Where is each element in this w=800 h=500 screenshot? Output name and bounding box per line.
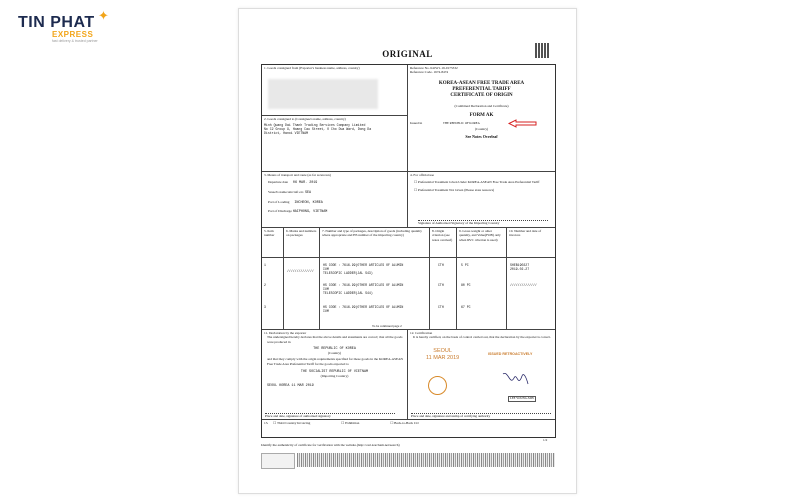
box-declaration <box>262 330 408 420</box>
box-consignee <box>262 116 408 172</box>
cert-officer-name: LEE YOUNG-MIN <box>510 396 534 400</box>
box3-label: 3. Means of transport and route (as far as known) <box>264 173 331 177</box>
see-notes: See Notes Overleaf <box>465 133 498 139</box>
declaration-text-2: and that they comply with the origin requirements specified for these goods in the KOREA-ASEAN Free Trade Area Preferential Tariff for the goods exported to <box>267 357 403 366</box>
declaration-country: THE REPUBLIC OF KOREA <box>313 346 356 351</box>
exporter-redacted <box>268 79 378 109</box>
certification-signature-label: Place and date, signature and stamp of certifying authority <box>411 413 551 418</box>
item-3-qty: 67 PC <box>461 305 471 309</box>
item-1-marks: ////////////// <box>287 269 314 273</box>
security-strip <box>297 453 555 467</box>
declaration-signature-label: Place and date, signature of authorised signatory <box>265 413 395 418</box>
loading-label: Port of Loading <box>268 199 290 204</box>
issued-retroactively: ISSUED RETROACTIVELY <box>488 352 533 356</box>
item-1-desc: HS CODE : 7616.99(OTHER ARTICLES OF ALUMIN IUM TELESCOPIC LADDER(JAL S43) <box>323 263 404 275</box>
signature-icon <box>500 368 530 392</box>
certification-text: It is hereby certified, on the basis of control carried out, that the declaration by the exporter is correct. <box>413 335 551 340</box>
item-2-origin: CTH <box>438 283 444 287</box>
checkbox-back-to-back: ☐ <box>390 421 394 425</box>
col-quantity: 9. Gross weight or other quantity, and Value(FOB) only when RVC criterion is used) <box>457 228 507 258</box>
loading-port: INCHEON, KOREA <box>294 200 323 205</box>
box13-label: 13. <box>264 421 269 425</box>
certificate-form <box>261 64 556 438</box>
official-option-1: Preferential Treatment Given Under KOREA-ASEAN Free Trade Area Preferential Tariff <box>417 180 540 185</box>
cert-title-2: PREFERENTIAL TARIFF <box>452 86 511 92</box>
col-item-number: 5. Item number <box>262 228 284 258</box>
box4-label: 4. For official use <box>410 173 435 177</box>
logo-sub: EXPRESS <box>52 30 94 39</box>
cert-city: SEOUL <box>433 348 452 354</box>
page-number: 1/2 <box>543 438 548 442</box>
box-options <box>262 420 555 437</box>
logo-star-icon: ✦ <box>98 8 109 23</box>
box2-label: 2. Goods consigned to (Consignee's name, address, country) <box>264 117 346 121</box>
declaration-importing: THE SOCIALIST REPUBLIC OF VIETNAM <box>300 369 369 374</box>
box-cert-header <box>408 65 555 172</box>
item-1-origin: CTH <box>438 263 444 267</box>
declaration-text-1: The undersigned hereby declares that the above details and statements are correct; that all the goods were produced in <box>267 335 403 344</box>
page-title: ORIGINAL <box>382 49 433 59</box>
item-3-origin: CTH <box>438 305 444 309</box>
item-2-qty: 80 PC <box>461 283 471 287</box>
combined-label: (Combined Declaration and Certificate) <box>454 104 509 109</box>
issued-country: THE REPUBLIC OF KOREA <box>443 120 480 125</box>
declaration-importing-label: (Importing Country) <box>320 374 349 378</box>
vessel-value: SEA <box>304 190 312 195</box>
box-certification <box>408 330 555 420</box>
official-seal-icon <box>428 376 447 395</box>
red-arrow-icon <box>508 119 538 128</box>
option-third-country: Third Country Invoicing <box>276 421 311 425</box>
consignee-line-2: No C2 Group 9, Hoang Cau Street, O Cho Dua Ward, Dong Da <box>264 127 372 132</box>
item-2-desc: HS CODE : 7616.99(OTHER ARTICLES OF ALUMIN IUM TELESCOPIC LADDER(JAL S44) <box>323 283 404 295</box>
logo-name: TIN PHAT <box>18 14 95 31</box>
qr-code-icon <box>535 43 550 58</box>
logo-tagline: fast delivery & trusted partner <box>52 39 98 43</box>
box11-label: 11. Declaration by the exporter <box>264 331 307 335</box>
item-3-no: 3 <box>264 305 266 309</box>
official-signature-label: Signature of Authorised Signatory of the Importing Country <box>418 220 548 225</box>
cert-title-1: KOREA-ASEAN FREE TRADE AREA <box>438 80 525 86</box>
box1-label: 1. Goods consigned from (Exporter's business name, address, country) <box>264 66 360 70</box>
form-ak: FORM AK <box>469 112 494 118</box>
declaration-country-label: (Country) <box>327 351 342 355</box>
item-1-qty: 5 PC <box>461 263 469 267</box>
cert-stamp-text <box>426 348 459 362</box>
item-3-desc: HS CODE : 7616.99(OTHER ARTICLES OF ALUMIN IUM <box>323 305 404 313</box>
item-2-no: 2 <box>264 283 266 287</box>
company-logo <box>18 8 109 43</box>
barcode-box <box>261 453 295 469</box>
col-invoice: 10. Number and date of invoices <box>507 228 555 258</box>
option-exhibition: Exhibition <box>345 421 360 425</box>
box12-label: 12. Certification <box>410 331 433 335</box>
col-marks: 6. Marks and numbers on packages <box>284 228 320 258</box>
verify-text: Identify the authenticity of certificate for verification with the website.(http://cert.korcham.net/search) <box>261 443 400 447</box>
item-2-invoice: ////////////// <box>510 283 537 287</box>
certificate-page <box>238 8 577 494</box>
item-1-invoice: SHEB190227 2019-02-27 <box>510 263 530 271</box>
col-origin: 8. Origin criterion (see notes overleaf) <box>430 228 457 258</box>
box-transport <box>262 172 408 228</box>
departure-date: 06 MAR. 2019 <box>292 181 318 186</box>
consignee-line-1: Minh Quang Dai Thanh Trading Services Company Limited <box>264 123 366 128</box>
discharge-label: Port of Discharge <box>268 209 292 213</box>
checkbox-third-country: ☐ <box>273 421 277 425</box>
reference-no: Reference No. KOW1-19-0175332 <box>410 66 458 70</box>
box-official-use: 4. For official use ☐ Preferential Treatment Given Under KOREA-ASEAN Free Trade Area Preferential Tariff ☐ Preferential Treatment Not Given (Please state reason/s) Signature of Authorised Signatory of the Importing Country <box>408 172 555 228</box>
departure-label: Departure date <box>268 180 289 185</box>
cert-date: 11 MAR 2019 <box>426 354 460 361</box>
vessel-label: Vessel's name/Aircraft etc. <box>268 189 305 194</box>
item-1-no: 1 <box>264 263 266 267</box>
continued-label: To be continued page 2 <box>372 324 402 328</box>
box-exporter <box>262 65 408 116</box>
declaration-place-date: SEOUL KOREA 11 MAR 2019 <box>267 384 314 389</box>
issued-label: Issued in <box>410 120 423 125</box>
official-option-2: Preferential Treatment Not Given (Please state reason/s) <box>417 187 495 192</box>
consignee-line-3: District, Hanoi VIETNAM <box>264 131 308 136</box>
discharge-port: HAIPHONG, VIETNAM <box>292 210 328 214</box>
col-description: 7. Number and type of packages, description of goods (including quantity where appropriate and HS number of the importing country) <box>320 228 430 258</box>
cert-title-3: CERTIFICATE OF ORIGIN <box>450 93 513 98</box>
country-label: (Country) <box>474 126 489 131</box>
option-back-to-back: Back-to-Back CO <box>394 421 419 425</box>
checkbox-exhibition: ☐ <box>341 421 345 425</box>
reference-code: Reference Code. 1674-8474 <box>410 70 449 75</box>
